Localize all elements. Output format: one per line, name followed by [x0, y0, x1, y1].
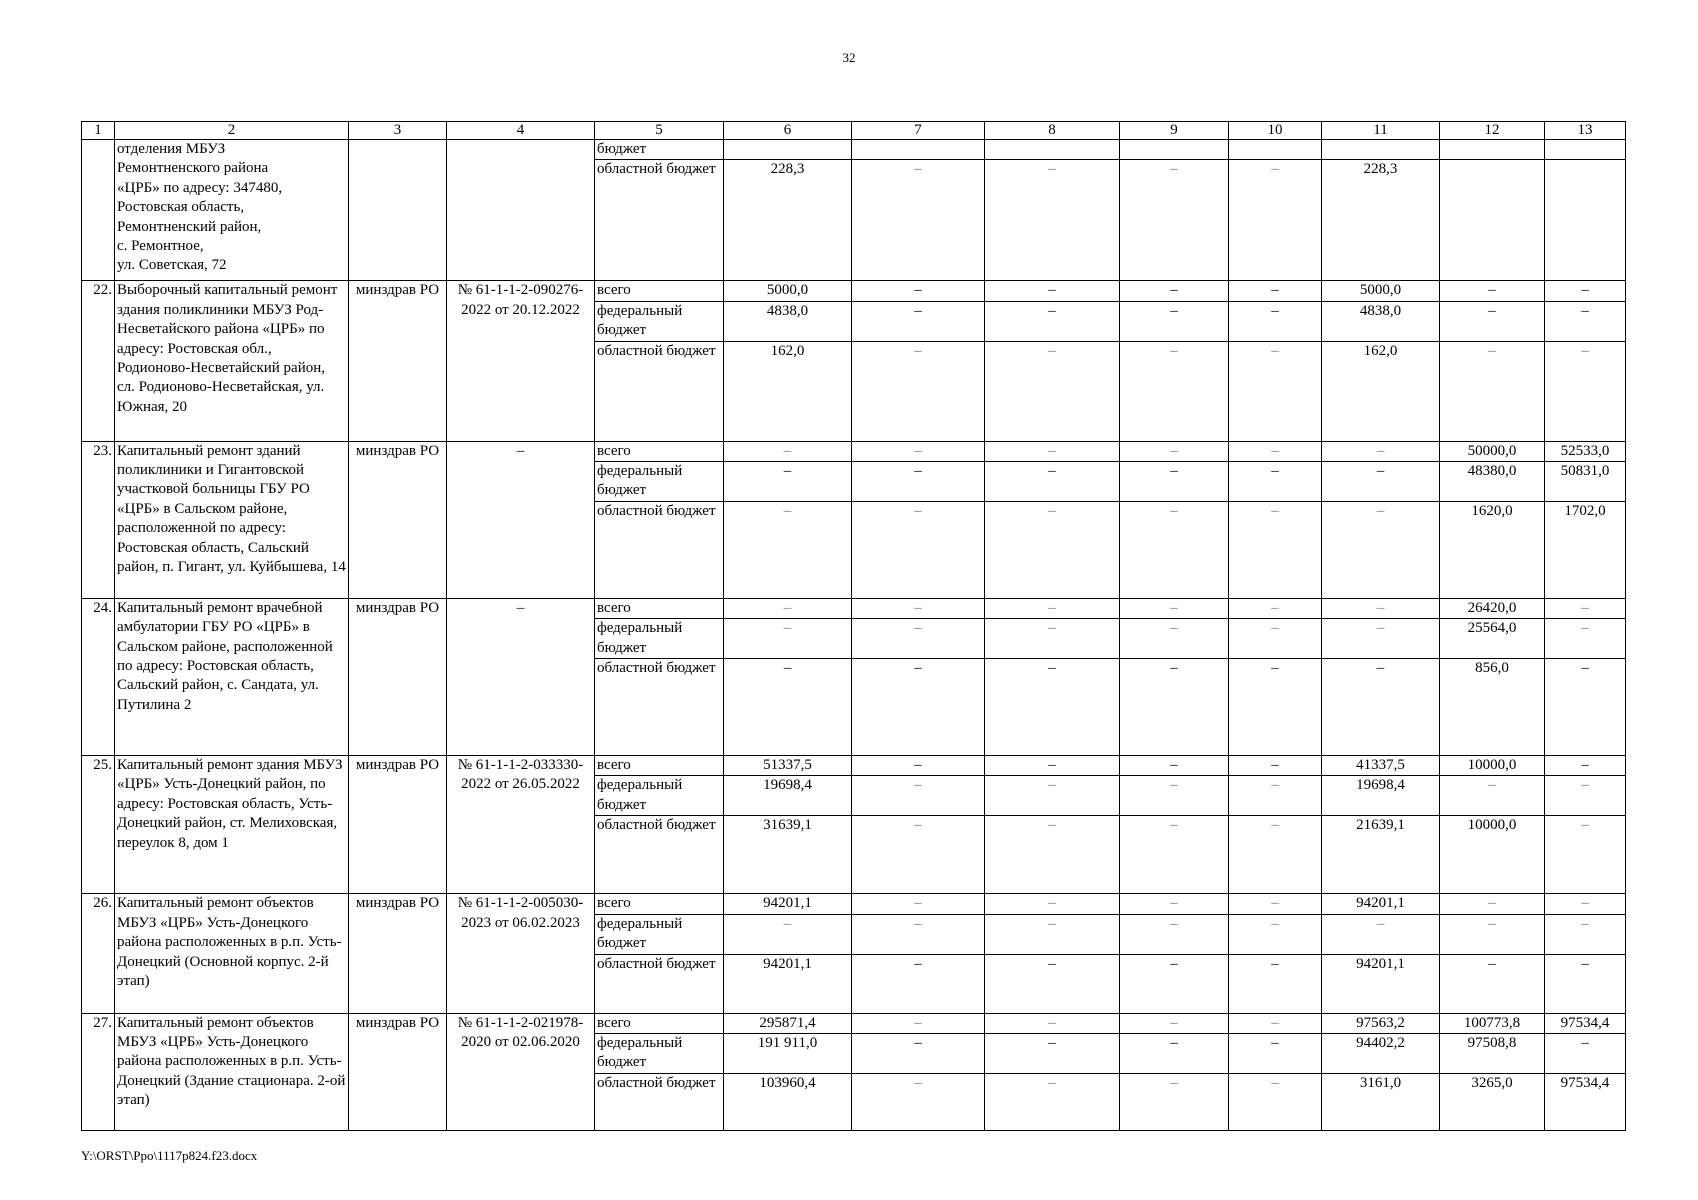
budget-source: областной бюджет [595, 341, 724, 441]
cell-value: 228,3 [1322, 160, 1440, 281]
budget-source: всего [595, 598, 724, 618]
item-doc: № 61-1-1-2-090276-2022 от 20.12.2022 [447, 281, 595, 441]
cell-value: 51337,5 [724, 756, 852, 776]
cell-value: 1702,0 [1545, 501, 1626, 598]
col-header: 13 [1545, 122, 1626, 140]
cell-value: 162,0 [1322, 341, 1440, 441]
item-name: Капитальный ремонт объектов МБУЗ «ЦРБ» Усть-Донецкого района расположенных в р.п. Усть-Донецкий (Здание стационара. 2-ой этап) [115, 1013, 349, 1130]
col-header: 6 [724, 122, 852, 140]
cell-value: 10000,0 [1440, 816, 1545, 894]
cell-value: – [1440, 954, 1545, 1013]
cell-value: – [1229, 1033, 1322, 1073]
cell-value: – [1440, 914, 1545, 954]
cell-value: – [1120, 954, 1229, 1013]
item-doc: – [447, 441, 595, 598]
cell-value: – [1322, 659, 1440, 756]
item-name: Капитальный ремонт здания МБУЗ «ЦРБ» Усть-Донецкий район, по адресу: Ростовская область, Усть-Донецкий район, ст. Мелиховская, переулок 8, дом 1 [115, 756, 349, 894]
cell-value: – [1545, 954, 1626, 1013]
cell-value: – [852, 1013, 985, 1033]
budget-source: федеральный бюджет [595, 619, 724, 659]
cell-value: – [1229, 301, 1322, 341]
cell-value: – [1545, 281, 1626, 301]
item-doc [447, 140, 595, 281]
cell-value: 191 911,0 [724, 1033, 852, 1073]
item-number: 23. [82, 441, 115, 598]
cell-value: – [852, 619, 985, 659]
cell-value: – [1229, 619, 1322, 659]
cell-value: – [985, 1073, 1120, 1130]
item-number [82, 140, 115, 281]
cell-value: 5000,0 [724, 281, 852, 301]
item-org: минздрав РО [349, 598, 447, 755]
cell-value: – [1322, 501, 1440, 598]
cell-value: – [1440, 776, 1545, 816]
cell-value: – [1322, 914, 1440, 954]
cell-value: – [1229, 441, 1322, 461]
item-name: Выборочный капитальный ремонт здания поликлиники МБУЗ Род-Несветайского района «ЦРБ» по адресу: Ростовская обл., Родионово-Несветайский район, сл. Родионово-Несветайская, ул. Южная, 20 [115, 281, 349, 441]
cell-value [1545, 160, 1626, 281]
cell-value: – [1120, 1073, 1229, 1130]
page-number: 32 [842, 50, 856, 65]
column-number-row [82, 122, 1626, 140]
cell-value: – [1229, 659, 1322, 756]
cell-value: – [1120, 441, 1229, 461]
item-org: минздрав РО [349, 441, 447, 598]
cell-value: – [985, 462, 1120, 502]
col-header: 11 [1322, 122, 1440, 140]
table-row [82, 140, 1626, 160]
cell-value: – [1322, 598, 1440, 618]
cell-value: – [1229, 341, 1322, 441]
cell-value: 94201,1 [724, 954, 852, 1013]
budget-source: областной бюджет [595, 1073, 724, 1130]
cell-value: – [985, 441, 1120, 461]
item-org: минздрав РО [349, 1013, 447, 1130]
cell-value: – [852, 776, 985, 816]
cell-value: – [985, 816, 1120, 894]
item-doc: № 61-1-1-2-021978-2020 от 02.06.2020 [447, 1013, 595, 1130]
cell-value: – [1545, 816, 1626, 894]
table-row [82, 756, 1626, 776]
cell-value: 228,3 [724, 160, 852, 281]
cell-value: – [1120, 619, 1229, 659]
cell-value: – [852, 1033, 985, 1073]
cell-value: – [1545, 1033, 1626, 1073]
item-number: 24. [82, 598, 115, 755]
item-org: минздрав РО [349, 281, 447, 441]
cell-value: 103960,4 [724, 1073, 852, 1130]
cell-value: – [852, 301, 985, 341]
cell-value: – [985, 659, 1120, 756]
cell-value: – [985, 776, 1120, 816]
budget-source: областной бюджет [595, 501, 724, 598]
cell-value: – [1440, 301, 1545, 341]
budget-source: федеральный бюджет [595, 1033, 724, 1073]
cell-value: 4838,0 [724, 301, 852, 341]
item-name: Капитальный ремонт зданий поликлиники и Гигантовской участковой больницы ГБУ РО «ЦРБ» в Сальском районе, расположенной по адресу: Ростовская область, Сальский район, п. Гигант, ул. Куйбышева, 14 [115, 441, 349, 598]
item-name: Капитальный ремонт объектов МБУЗ «ЦРБ» Усть-Донецкого района расположенных в р.п. Усть-Донецкий (Основной корпус. 2-й этап) [115, 894, 349, 1013]
cell-value: – [852, 441, 985, 461]
cell-value: – [852, 659, 985, 756]
cell-value: 856,0 [1440, 659, 1545, 756]
col-header: 4 [447, 122, 595, 140]
cell-value: – [1120, 756, 1229, 776]
cell-value: – [1545, 301, 1626, 341]
cell-value: – [724, 914, 852, 954]
cell-value: 52533,0 [1545, 441, 1626, 461]
cell-value: 4838,0 [1322, 301, 1440, 341]
budget-source: федеральный бюджет [595, 776, 724, 816]
table-row [82, 894, 1626, 914]
cell-value: – [1229, 598, 1322, 618]
cell-value: – [1545, 598, 1626, 618]
cell-value: – [1229, 1013, 1322, 1033]
cell-value: – [1229, 1073, 1322, 1130]
cell-value: – [985, 894, 1120, 914]
budget-source: всего [595, 281, 724, 301]
col-header: 1 [82, 122, 115, 140]
item-number: 25. [82, 756, 115, 894]
cell-value: 97508,8 [1440, 1033, 1545, 1073]
cell-value: – [1229, 816, 1322, 894]
budget-source: всего [595, 756, 724, 776]
budget-source: областной бюджет [595, 160, 724, 281]
cell-value: – [1120, 281, 1229, 301]
item-doc: № 61-1-1-2-005030-2023 от 06.02.2023 [447, 894, 595, 1013]
col-header: 3 [349, 122, 447, 140]
cell-value: – [852, 598, 985, 618]
budget-source: областной бюджет [595, 816, 724, 894]
cell-value: – [1120, 462, 1229, 502]
cell-value: – [985, 501, 1120, 598]
col-header: 8 [985, 122, 1120, 140]
item-org [349, 140, 447, 281]
table-row [82, 441, 1626, 461]
cell-value: – [1545, 776, 1626, 816]
cell-value: – [1545, 914, 1626, 954]
cell-value: – [1229, 894, 1322, 914]
cell-value: – [985, 341, 1120, 441]
budget-source: областной бюджет [595, 954, 724, 1013]
cell-value: – [852, 341, 985, 441]
cell-value: – [985, 160, 1120, 281]
cell-value: – [852, 1073, 985, 1130]
item-number: 22. [82, 281, 115, 441]
cell-value: 3161,0 [1322, 1073, 1440, 1130]
cell-value: – [724, 598, 852, 618]
col-header: 10 [1229, 122, 1322, 140]
cell-value: – [985, 914, 1120, 954]
cell-value: 94402,2 [1322, 1033, 1440, 1073]
cell-value: 10000,0 [1440, 756, 1545, 776]
cell-value: 26420,0 [1440, 598, 1545, 618]
cell-value: – [1120, 914, 1229, 954]
cell-value: 31639,1 [724, 816, 852, 894]
cell-value: – [1545, 659, 1626, 756]
cell-value: – [985, 1013, 1120, 1033]
cell-value: 25564,0 [1440, 619, 1545, 659]
cell-value: – [724, 462, 852, 502]
item-number: 27. [82, 1013, 115, 1130]
budget-source: федеральный бюджет [595, 301, 724, 341]
cell-value: – [1229, 954, 1322, 1013]
cell-value: – [724, 441, 852, 461]
cell-value: – [1229, 776, 1322, 816]
item-name: отделения МБУЗ Ремонтненского района «ЦРБ» по адресу: 347480, Ростовская область, Ремонтненский район, с. Ремонтное, ул. Советская, 72 [115, 140, 349, 281]
cell-value: 97534,4 [1545, 1073, 1626, 1130]
cell-value: – [852, 756, 985, 776]
cell-value: 19698,4 [1322, 776, 1440, 816]
item-doc: № 61-1-1-2-033330-2022 от 26.05.2022 [447, 756, 595, 894]
cell-value: 94201,1 [1322, 954, 1440, 1013]
item-org: минздрав РО [349, 756, 447, 894]
budget-source: областной бюджет [595, 659, 724, 756]
cell-value: 1620,0 [1440, 501, 1545, 598]
cell-value: – [985, 1033, 1120, 1073]
table-row [82, 281, 1626, 301]
cell-value: – [1120, 598, 1229, 618]
cell-value: – [1229, 281, 1322, 301]
cell-value: 41337,5 [1322, 756, 1440, 776]
table-row [82, 1013, 1626, 1033]
cell-value: – [1545, 756, 1626, 776]
cell-value: – [852, 281, 985, 301]
financing-table [81, 121, 1626, 1131]
cell-value: 50831,0 [1545, 462, 1626, 502]
item-name: Капитальный ремонт врачебной амбулатории ГБУ РО «ЦРБ» в Сальском районе, расположенной по адресу: Ростовская область, Сальский район, с. Сандата, ул. Путилина 2 [115, 598, 349, 755]
cell-value: – [1120, 501, 1229, 598]
col-header: 12 [1440, 122, 1545, 140]
cell-value: – [1229, 756, 1322, 776]
cell-value: 5000,0 [1322, 281, 1440, 301]
col-header: 9 [1120, 122, 1229, 140]
cell-value [1440, 160, 1545, 281]
cell-value: – [1120, 776, 1229, 816]
cell-value: – [1120, 659, 1229, 756]
item-doc: – [447, 598, 595, 755]
cell-value: – [852, 816, 985, 894]
cell-value: – [1229, 914, 1322, 954]
cell-value: – [1120, 301, 1229, 341]
cell-value: – [852, 954, 985, 1013]
table-body [82, 122, 1626, 1131]
cell-value: – [1229, 462, 1322, 502]
cell-value: – [1322, 619, 1440, 659]
cell-value: – [1229, 160, 1322, 281]
cell-value: – [724, 619, 852, 659]
cell-value: – [852, 462, 985, 502]
cell-value: 3265,0 [1440, 1073, 1545, 1130]
cell-value: 97534,4 [1545, 1013, 1626, 1033]
cell-value: 94201,1 [724, 894, 852, 914]
cell-value: 21639,1 [1322, 816, 1440, 894]
cell-value: – [1440, 281, 1545, 301]
cell-value: – [1545, 619, 1626, 659]
cell-value: – [724, 501, 852, 598]
cell-value: 97563,2 [1322, 1013, 1440, 1033]
cell-value: 94201,1 [1322, 894, 1440, 914]
budget-source: бюджет [595, 140, 724, 160]
cell-value: – [852, 160, 985, 281]
cell-value: 50000,0 [1440, 441, 1545, 461]
cell-value: – [1120, 894, 1229, 914]
cell-value: – [1120, 341, 1229, 441]
budget-source: федеральный бюджет [595, 914, 724, 954]
item-org: минздрав РО [349, 894, 447, 1013]
cell-value: – [985, 598, 1120, 618]
cell-value: – [1545, 894, 1626, 914]
cell-value: – [1120, 160, 1229, 281]
col-header: 7 [852, 122, 985, 140]
cell-value: – [1120, 1013, 1229, 1033]
cell-value: – [1545, 341, 1626, 441]
cell-value: 162,0 [724, 341, 852, 441]
budget-source: всего [595, 1013, 724, 1033]
footer-file-path: Y:\ORST\Ppo\1117p824.f23.docx [81, 1148, 258, 1163]
cell-value: – [985, 954, 1120, 1013]
col-header: 5 [595, 122, 724, 140]
cell-value: 48380,0 [1440, 462, 1545, 502]
cell-value: – [852, 501, 985, 598]
col-header: 2 [115, 122, 349, 140]
budget-source: федеральный бюджет [595, 462, 724, 502]
cell-value: – [1440, 894, 1545, 914]
cell-value: – [1322, 462, 1440, 502]
cell-value: – [1120, 816, 1229, 894]
cell-value: – [985, 756, 1120, 776]
cell-value: 295871,4 [724, 1013, 852, 1033]
cell-value: – [985, 301, 1120, 341]
cell-value: – [1440, 341, 1545, 441]
cell-value: 100773,8 [1440, 1013, 1545, 1033]
cell-value: – [1322, 441, 1440, 461]
item-number: 26. [82, 894, 115, 1013]
cell-value: – [852, 894, 985, 914]
table-row [82, 598, 1626, 618]
cell-value: – [1229, 501, 1322, 598]
cell-value: – [852, 914, 985, 954]
cell-value: – [985, 281, 1120, 301]
cell-value: – [1120, 1033, 1229, 1073]
cell-value: – [985, 619, 1120, 659]
budget-source: всего [595, 441, 724, 461]
cell-value: – [724, 659, 852, 756]
budget-source: всего [595, 894, 724, 914]
cell-value: 19698,4 [724, 776, 852, 816]
